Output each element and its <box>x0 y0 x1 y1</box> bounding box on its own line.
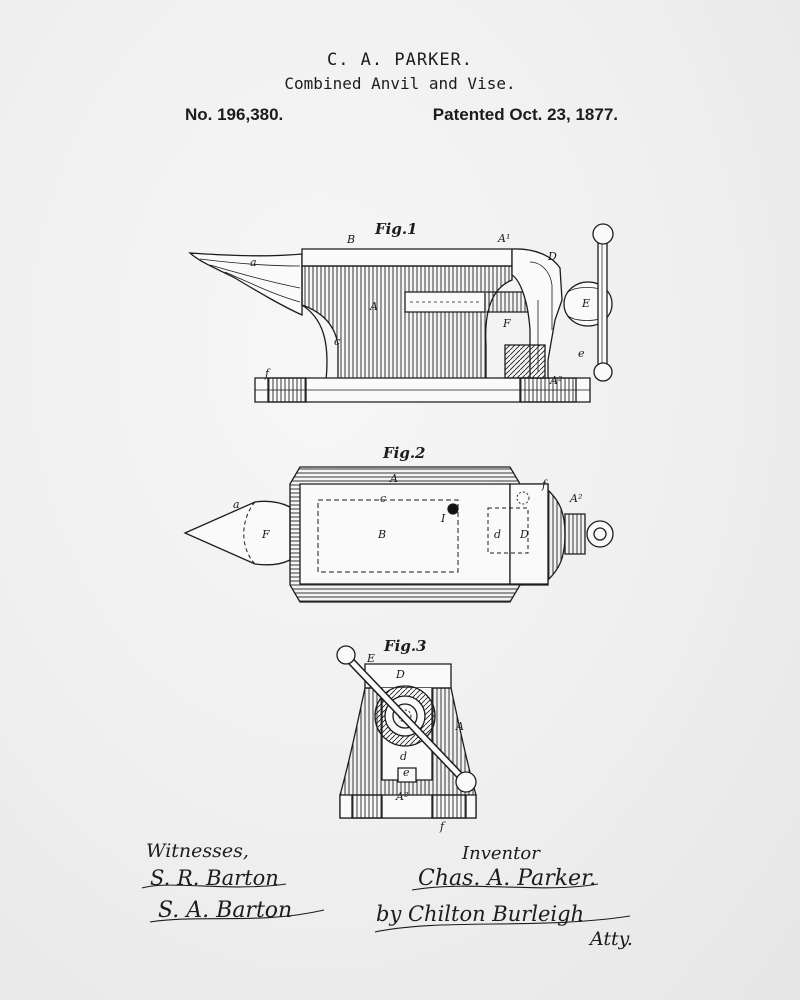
witness-2-signature: S. A. Barton <box>158 898 293 923</box>
fig2-part-label: a <box>233 498 240 511</box>
fig2-part-label: A² <box>570 492 583 505</box>
witnesses-label: Witnesses, <box>146 840 249 862</box>
fig1-part-label: f <box>265 367 270 380</box>
fig3-label: Fig.3 <box>384 637 427 655</box>
attorney-abbrev: Atty. <box>590 928 633 950</box>
fig2-part-label: f <box>542 478 547 491</box>
fig1-part-label: D <box>548 250 557 263</box>
fig2-part-label: A <box>390 472 398 485</box>
fig2-part-label: I <box>441 512 446 525</box>
fig2-part-label: B <box>378 528 387 541</box>
patent-number: No. 196,380. <box>185 105 284 124</box>
fig2-part-label: F <box>262 528 270 541</box>
fig1-part-label: F <box>503 317 511 330</box>
fig1-part-label: c <box>334 335 341 348</box>
fig3-part-label: f <box>440 820 445 833</box>
patent-date: Patented Oct. 23, 1877. <box>432 105 618 124</box>
patent-title: Combined Anvil and Vise. <box>284 74 516 93</box>
inventor-name: C. A. PARKER. <box>326 50 474 70</box>
fig1-label: Fig.1 <box>375 220 418 238</box>
fig3-part-label: A² <box>396 790 409 803</box>
attorney-signature: by Chilton Burleigh <box>376 902 585 926</box>
fig1-part-label: E <box>582 297 591 310</box>
fig1-part-label: e <box>578 347 585 360</box>
fig2-drawing <box>185 467 613 602</box>
fig2-part-label: D <box>520 528 529 541</box>
fig3-part-label: d <box>400 750 408 763</box>
fig1-part-label: A <box>370 300 378 313</box>
fig1-part-label: A¹ <box>498 232 511 245</box>
witness-1-signature: S. R. Barton <box>150 866 279 890</box>
fig1-part-label: A² <box>550 374 563 387</box>
fig1-part-label: a <box>250 256 257 269</box>
fig1-part-label: B <box>347 233 356 246</box>
inventor-label: Inventor <box>462 843 540 864</box>
fig2-part-label: c <box>380 492 387 505</box>
fig3-part-label: A <box>456 720 464 733</box>
fig3-part-label: E <box>367 652 376 665</box>
fig3-part-label: D <box>396 668 405 681</box>
fig2-part-label: d <box>494 528 502 541</box>
inventor-signature: Chas. A. Parker. <box>418 866 597 891</box>
fig3-part-label: e <box>403 766 410 779</box>
fig2-label: Fig.2 <box>383 444 426 462</box>
